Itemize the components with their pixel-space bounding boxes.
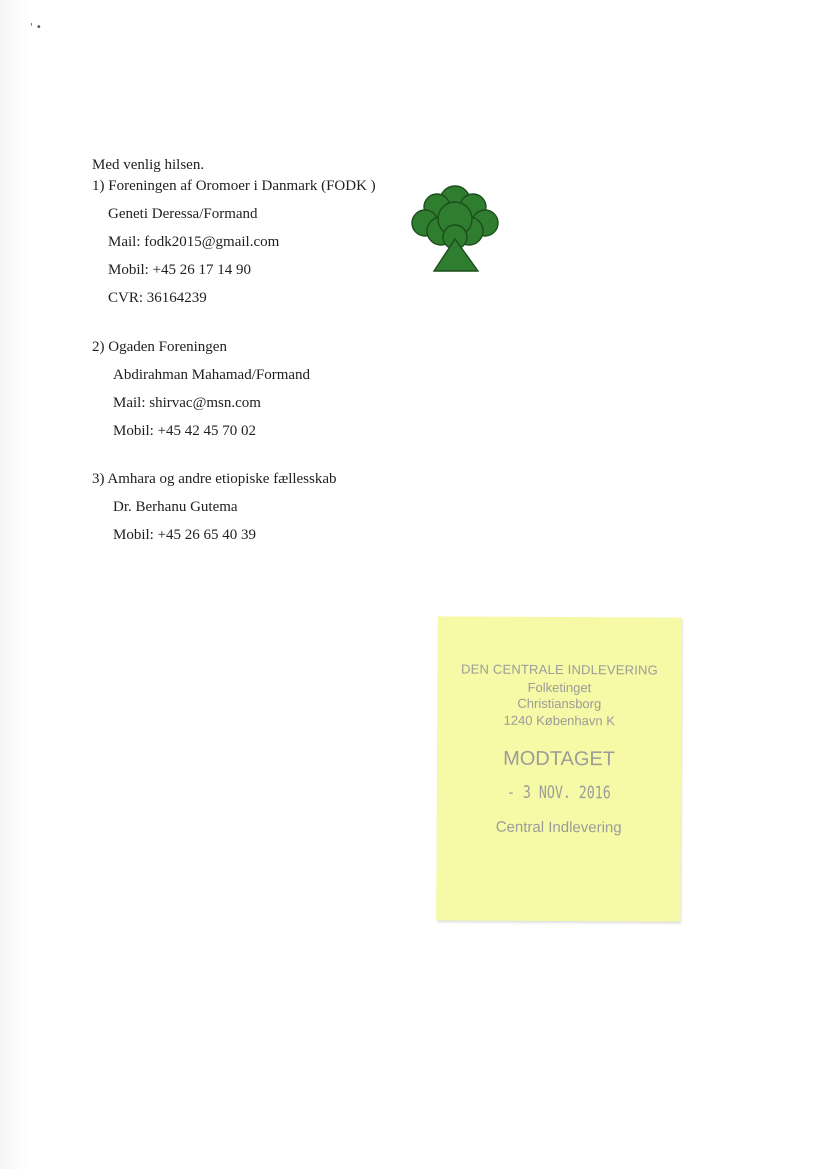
org-1-mail: Mail: fodk2015@gmail.com <box>108 234 280 250</box>
org-3-name: 3) Amhara og andre etiopiske fællesskab <box>92 471 337 487</box>
stamp-date: - 3 NOV. 2016 <box>506 782 611 804</box>
org-2-mobile: Mobil: +45 42 45 70 02 <box>113 423 257 439</box>
org-1-cvr: CVR: 36164239 <box>108 290 207 306</box>
stamp-office: DEN CENTRALE INDLEVERING <box>460 661 659 678</box>
org-1-name: 1) Foreningen af Oromoer i Danmark (FODK ) <box>92 178 376 194</box>
org-2-name: 2) Ogaden Foreningen <box>92 339 227 355</box>
stamp-department: Central Indlevering <box>495 818 622 837</box>
closing-text: Med venlig hilsen. <box>92 157 205 173</box>
scan-edge-shadow <box>0 0 30 1169</box>
tree-logo-icon <box>405 181 505 273</box>
stamp-institution: Folketinget <box>527 679 592 696</box>
received-stamp <box>438 616 682 837</box>
org-1-mobile: Mobil: +45 26 17 14 90 <box>108 262 252 278</box>
scan-mark: ' • <box>30 22 42 33</box>
org-2-contact: Abdirahman Mahamad/Formand <box>113 367 311 383</box>
stamp-building: Christiansborg <box>517 695 602 712</box>
sticky-note <box>436 616 682 921</box>
stamp-address: 1240 København K <box>503 712 615 729</box>
org-3-contact: Dr. Berhanu Gutema <box>113 499 238 515</box>
org-2-mail: Mail: shirvac@msn.com <box>113 395 261 411</box>
org-3-mobile: Mobil: +45 26 65 40 39 <box>113 527 257 543</box>
org-1-contact: Geneti Deressa/Formand <box>108 206 258 222</box>
stamp-status: MODTAGET <box>503 747 616 771</box>
